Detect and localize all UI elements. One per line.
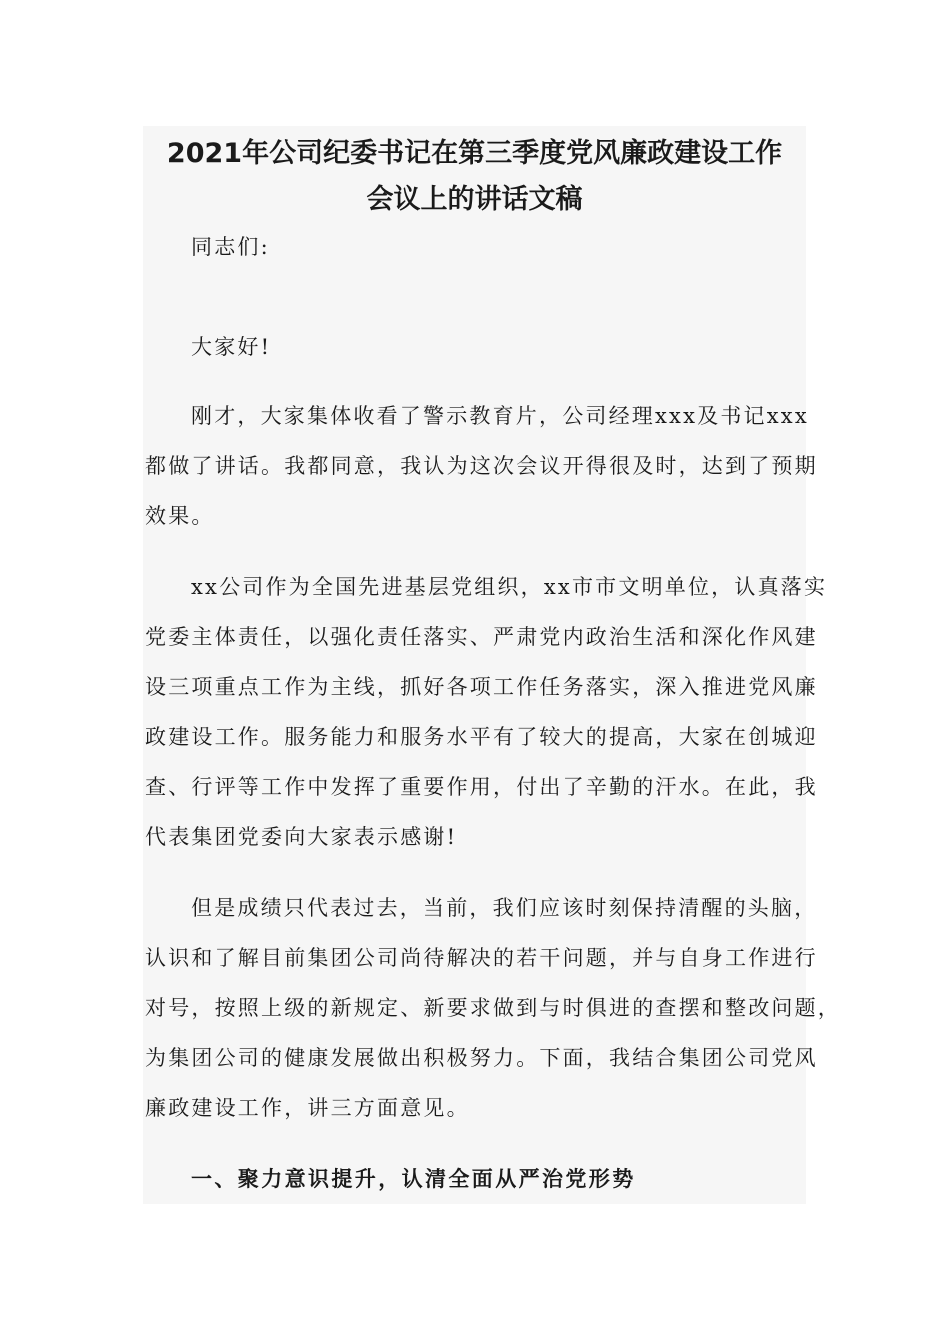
paragraph-line: 政建设工作。服务能力和服务水平有了较大的提高，大家在创城迎 xyxy=(145,725,818,749)
paragraph-line: 对号，按照上级的新规定、新要求做到与时俱进的查摆和整改问题， xyxy=(145,996,841,1020)
paragraph-line: 认识和了解目前集团公司尚待解决的若干问题，并与自身工作进行 xyxy=(145,946,818,970)
paragraph-line: 刚才，大家集体收看了警示教育片，公司经理xxx及书记xxx xyxy=(191,404,809,428)
paragraph-line: 效果。 xyxy=(145,504,215,528)
paragraph-line: 但是成绩只代表过去，当前，我们应该时刻保持清醒的头脑， xyxy=(191,896,818,920)
greeting-text: 同志们: xyxy=(191,235,270,259)
hello-text: 大家好! xyxy=(191,335,272,359)
paragraph-line: 廉政建设工作，讲三方面意见。 xyxy=(145,1096,470,1120)
document-title-line-2: 会议上的讲话文稿 xyxy=(366,184,583,215)
paragraph-line: 党委主体责任，以强化责任落实、严肃党内政治生活和深化作风建 xyxy=(145,625,818,649)
paragraph-line: 设三项重点工作为主线，抓好各项工作任务落实，深入推进党风廉 xyxy=(145,675,818,699)
greeting xyxy=(145,222,815,272)
paragraph-1 xyxy=(145,391,818,541)
paragraph-2 xyxy=(145,562,828,862)
paragraph-line: 为集团公司的健康发展做出积极努力。下面，我结合集团公司党风 xyxy=(145,1046,818,1070)
paragraph-3 xyxy=(145,883,841,1133)
paragraph-line: 查、行评等工作中发挥了重要作用，付出了辛勤的汗水。在此，我 xyxy=(145,775,818,799)
document-title-line-1: 2021年公司纪委书记在第三季度党风廉政建设工作 xyxy=(166,138,783,169)
paragraph-line: xx公司作为全国先进基层党组织，xx市市文明单位，认真落实 xyxy=(191,575,828,599)
paragraph-line: 都做了讲话。我都同意，我认为这次会议开得很及时，达到了预期 xyxy=(145,454,818,478)
paragraph-line: 代表集团党委向大家表示感谢! xyxy=(145,825,458,849)
hello xyxy=(145,322,815,372)
section-heading: 一、聚力意识提升，认清全面从严治党形势 xyxy=(191,1167,636,1191)
